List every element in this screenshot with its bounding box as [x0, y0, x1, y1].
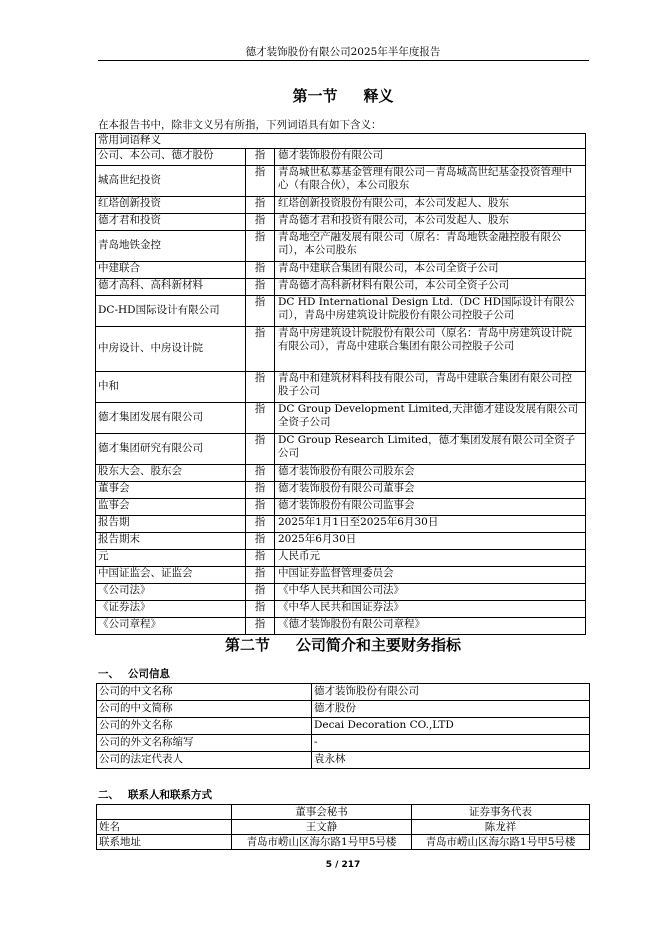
definition-text: 《中华人民共和国公司法》: [275, 583, 586, 600]
section1-title: [98, 85, 588, 106]
definition-term: 股东大会、股东会: [96, 464, 246, 481]
definition-row: [96, 617, 586, 634]
definition-term: 中建联合: [96, 261, 246, 278]
definition-term: 《公司法》: [96, 583, 246, 600]
contact-secretary-value: 王文静: [232, 820, 412, 835]
definition-row: [96, 481, 586, 498]
contact-col-secretary: 董事会秘书: [232, 805, 412, 820]
company-info-table: [96, 683, 590, 769]
definition-term: 《证券法》: [96, 600, 246, 617]
definition-ref: 指: [246, 566, 275, 583]
definition-term: 董事会: [96, 481, 246, 498]
contact-label: 姓名: [97, 820, 232, 835]
contact-col-representative: 证券事务代表: [412, 805, 590, 820]
company-info-value: Decai Decoration CO.,LTD: [312, 718, 590, 735]
contact-heading: [98, 787, 212, 802]
definition-term: 《公司章程》: [96, 617, 246, 634]
definition-text: 《德才装饰股份有限公司章程》: [275, 617, 586, 634]
definition-text: 人民币元: [275, 549, 586, 566]
definition-ref: 指: [246, 148, 275, 165]
contact-number: 二、: [98, 789, 119, 801]
section2-name: 公司简介和主要财务指标: [296, 636, 462, 654]
definition-row: [96, 600, 586, 617]
definition-term: 德才君和投资: [96, 213, 246, 230]
definition-term: 德才集团发展有限公司: [96, 402, 246, 433]
definition-row: [96, 433, 586, 464]
contact-representative-value: 青岛市崂山区海尔路1号甲5号楼: [412, 835, 590, 850]
definition-row: [96, 371, 586, 402]
company-info-number: 一、: [98, 668, 119, 680]
definition-row: [96, 549, 586, 566]
definition-ref: 指: [246, 326, 275, 371]
definition-term: 中国证监会、证监会: [96, 566, 246, 583]
company-info-row: [97, 752, 590, 769]
definition-ref: 指: [246, 295, 275, 326]
definition-ref: 指: [246, 481, 275, 498]
company-info-value: 袁永林: [312, 752, 590, 769]
definition-ref: 指: [246, 617, 275, 634]
definitions-table-title: 常用词语释义: [96, 134, 586, 149]
definition-term: 红塔创新投资: [96, 196, 246, 213]
definition-ref: 指: [246, 278, 275, 295]
definition-text: 德才装饰股份有限公司监事会: [275, 498, 586, 515]
section1-number: 第一节: [292, 87, 338, 105]
definition-ref: 指: [246, 600, 275, 617]
company-info-label: 公司的中文名称: [97, 684, 312, 701]
contact-title: 联系人和联系方式: [128, 789, 212, 801]
definition-row: [96, 402, 586, 433]
definition-term: 公司、本公司、德才股份: [96, 148, 246, 165]
definition-ref: 指: [246, 196, 275, 213]
definition-row: [96, 196, 586, 213]
contact-row: [97, 835, 590, 850]
definition-text: DC HD International Design Ltd.（DC HD国际设计有限公司），青岛中房建筑设计院股份有限公司控股子公司: [275, 295, 586, 326]
definition-ref: 指: [246, 549, 275, 566]
definition-row: [96, 583, 586, 600]
definition-term: DC-HD国际设计有限公司: [96, 295, 246, 326]
definition-row: [96, 165, 586, 196]
definition-text: 2025年6月30日: [275, 532, 586, 549]
definition-text: 青岛中和建筑材料科技有限公司，青岛中建联合集团有限公司控股子公司: [275, 371, 586, 402]
definition-text: 德才装饰股份有限公司: [275, 148, 586, 165]
definition-ref: 指: [246, 213, 275, 230]
definition-term: 青岛地铁金控: [96, 230, 246, 261]
definition-row: [96, 230, 586, 261]
definition-row: [96, 464, 586, 481]
definition-term: 元: [96, 549, 246, 566]
company-info-row: [97, 701, 590, 718]
definition-text: DC Group Development Limited,天津德才建设发展有限公司全资子公司: [275, 402, 586, 433]
contact-representative-value: 陈龙祥: [412, 820, 590, 835]
section1-name: 释义: [363, 87, 394, 105]
company-info-value: 德才装饰股份有限公司: [312, 684, 590, 701]
company-info-value: -: [312, 735, 590, 752]
definition-text: 德才装饰股份有限公司股东会: [275, 464, 586, 481]
definition-text: 青岛德才君和投资有限公司，本公司发起人、股东: [275, 213, 586, 230]
definition-ref: 指: [246, 464, 275, 481]
definition-row: [96, 326, 586, 371]
definition-term: 报告期: [96, 515, 246, 532]
definition-ref: 指: [246, 165, 275, 196]
definition-ref: 指: [246, 532, 275, 549]
definition-text: 青岛中建联合集团有限公司，本公司全资子公司: [275, 261, 586, 278]
definition-text: 青岛地空产融发展有限公司（原名：青岛地铁金融控股有限公司），本公司股东: [275, 230, 586, 261]
definition-row: [96, 515, 586, 532]
definition-term: 中和: [96, 371, 246, 402]
definitions-intro: 在本报告书中，除非文义另有所指，下列词语具有如下含义：: [98, 119, 382, 131]
contact-header-blank: [97, 805, 232, 820]
definition-ref: 指: [246, 433, 275, 464]
definition-text: DC Group Research Limited，德才集团发展有限公司全资子公司: [275, 433, 586, 464]
section2-number: 第二节: [224, 636, 270, 654]
definition-row: [96, 498, 586, 515]
company-info-row: [97, 735, 590, 752]
company-info-label: 公司的外文名称: [97, 718, 312, 735]
company-info-title: 公司信息: [128, 668, 170, 680]
company-info-label: 公司的外文名称缩写: [97, 735, 312, 752]
definition-ref: 指: [246, 371, 275, 402]
definition-row: [96, 213, 586, 230]
company-info-row: [97, 718, 590, 735]
company-info-row: [97, 684, 590, 701]
definition-row: [96, 261, 586, 278]
definition-ref: 指: [246, 515, 275, 532]
definition-text: 《中华人民共和国证券法》: [275, 600, 586, 617]
definition-text: 青岛德才高科新材料有限公司，本公司全资子公司: [275, 278, 586, 295]
definition-text: 红塔创新投资股份有限公司，本公司发起人、股东: [275, 196, 586, 213]
definition-text: 青岛中房建筑设计院股份有限公司（原名：青岛中房建筑设计院有限公司），青岛中建联合集团有限公司控股子公司: [275, 326, 586, 371]
definition-text: 2025年1月1日至2025年6月30日: [275, 515, 586, 532]
section2-title: [98, 634, 588, 655]
definition-text: 中国证券监督管理委员会: [275, 566, 586, 583]
definition-text: 德才装饰股份有限公司董事会: [275, 481, 586, 498]
definition-row: [96, 295, 586, 326]
contact-table: [96, 804, 590, 850]
definition-ref: 指: [246, 230, 275, 261]
definition-ref: 指: [246, 583, 275, 600]
definition-term: 监事会: [96, 498, 246, 515]
definitions-table: [95, 133, 586, 635]
definition-row: [96, 278, 586, 295]
company-info-label: 公司的中文简称: [97, 701, 312, 718]
page-number: 5 / 217: [325, 860, 361, 870]
definition-term: 德才集团研究有限公司: [96, 433, 246, 464]
definition-term: 城高世纪投资: [96, 165, 246, 196]
contact-row: [97, 820, 590, 835]
definition-text: 青岛城世私募基金管理有限公司－青岛城高世纪基金投资管理中心（有限合伙），本公司股东: [275, 165, 586, 196]
contact-label: 联系地址: [97, 835, 232, 850]
definition-row: [96, 532, 586, 549]
definition-term: 报告期末: [96, 532, 246, 549]
company-info-label: 公司的法定代表人: [97, 752, 312, 769]
company-info-heading: [98, 666, 170, 681]
company-info-value: 德才股份: [312, 701, 590, 718]
definition-term: 中房设计、中房设计院: [96, 326, 246, 371]
definition-ref: 指: [246, 498, 275, 515]
contact-secretary-value: 青岛市崂山区海尔路1号甲5号楼: [232, 835, 412, 850]
definition-term: 德才高科、高科新材料: [96, 278, 246, 295]
definition-ref: 指: [246, 402, 275, 433]
page-header: 德才装饰股份有限公司2025年半年度报告: [245, 46, 441, 58]
definition-row: [96, 148, 586, 165]
header-divider: [98, 60, 589, 61]
definition-row: [96, 566, 586, 583]
definition-ref: 指: [246, 261, 275, 278]
